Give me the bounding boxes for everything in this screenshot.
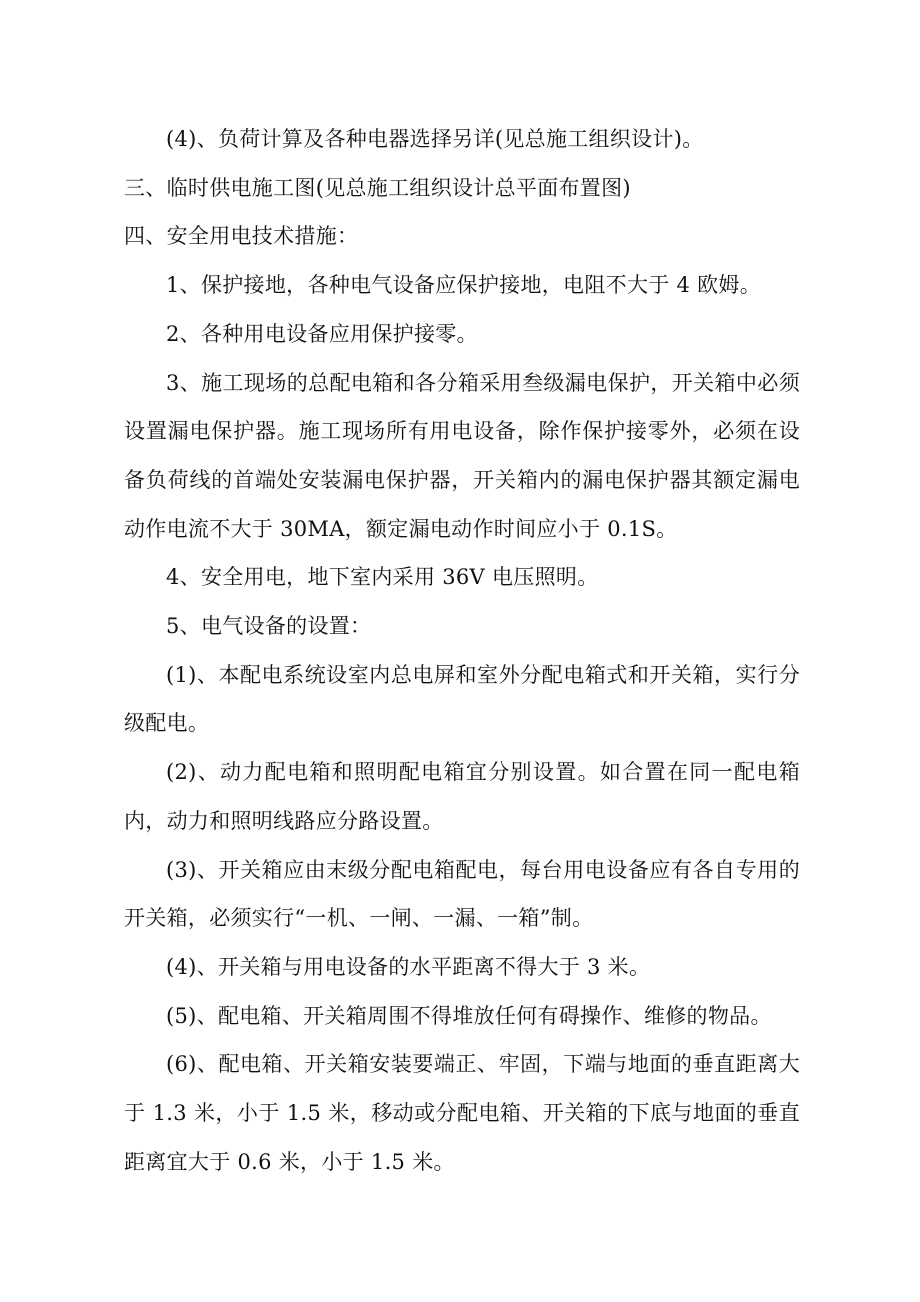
paragraph-leakage-protection: 3、施工现场的总配电箱和各分箱采用叁级漏电保护，开关箱中必须设置漏电保护器。施工现场所有用电设备，除作保护接零外，必须在设备负荷线的首端处安装漏电保护器，开关箱内的漏电保护器其额定漏电动作电流不大于 30MA，额定漏电动作时间应小于 0.1S。 (124, 370, 800, 541)
paragraph-distribution-system: (1)、本配电系统设室内总电屏和室外分配电箱式和开关箱，实行分级配电。 (124, 662, 800, 736)
paragraph-box-surroundings: (5)、配电箱、开关箱周围不得堆放任何有碍操作、维修的物品。 (166, 1003, 772, 1028)
paragraph-basement-lighting: 4、安全用电，地下室内采用 36V 电压照明。 (166, 565, 599, 590)
paragraph-power-lighting-boxes: (2)、动力配电箱和照明配电箱宜分别设置。如合置在同一配电箱内，动力和照明线路应分路设置。 (124, 760, 800, 833)
heading-temporary-power-drawing: 三、临时供电施工图(见总施工组织设计总平面布置图) (124, 175, 631, 200)
paragraph-protective-grounding: 1、保护接地，各种电气设备应保护接地，电阻不大于 4 欧姆。 (166, 273, 762, 298)
paragraph-protective-neutral: 2、各种用电设备应用保护接零。 (166, 321, 478, 346)
document-body (124, 115, 800, 1186)
paragraph-box-installation: (6)、配电箱、开关箱安装要端正、牢固，下端与地面的垂直距离大于 1.3 米，小于 1.5 米，移动或分配电箱、开关箱的下底与地面的垂直距离宜大于 0.6 米，小于 1.5 米。 (124, 1052, 800, 1174)
paragraph-load-calculation: (4)、负荷计算及各种电器选择另详(见总施工组织设计)。 (166, 127, 704, 151)
paragraph-equipment-setup: 5、电气设备的设置： (166, 614, 372, 639)
heading-safety-measures: 四、安全用电技术措施： (124, 224, 359, 249)
paragraph-switch-box-supply: (3)、开关箱应由末级分配电箱配电，每台用电设备应有各自专用的开关箱，必须实行“一机、一闸、一漏、一箱”制。 (124, 857, 800, 931)
paragraph-switch-box-distance: (4)、开关箱与用电设备的水平距离不得大于 3 米。 (166, 954, 651, 979)
